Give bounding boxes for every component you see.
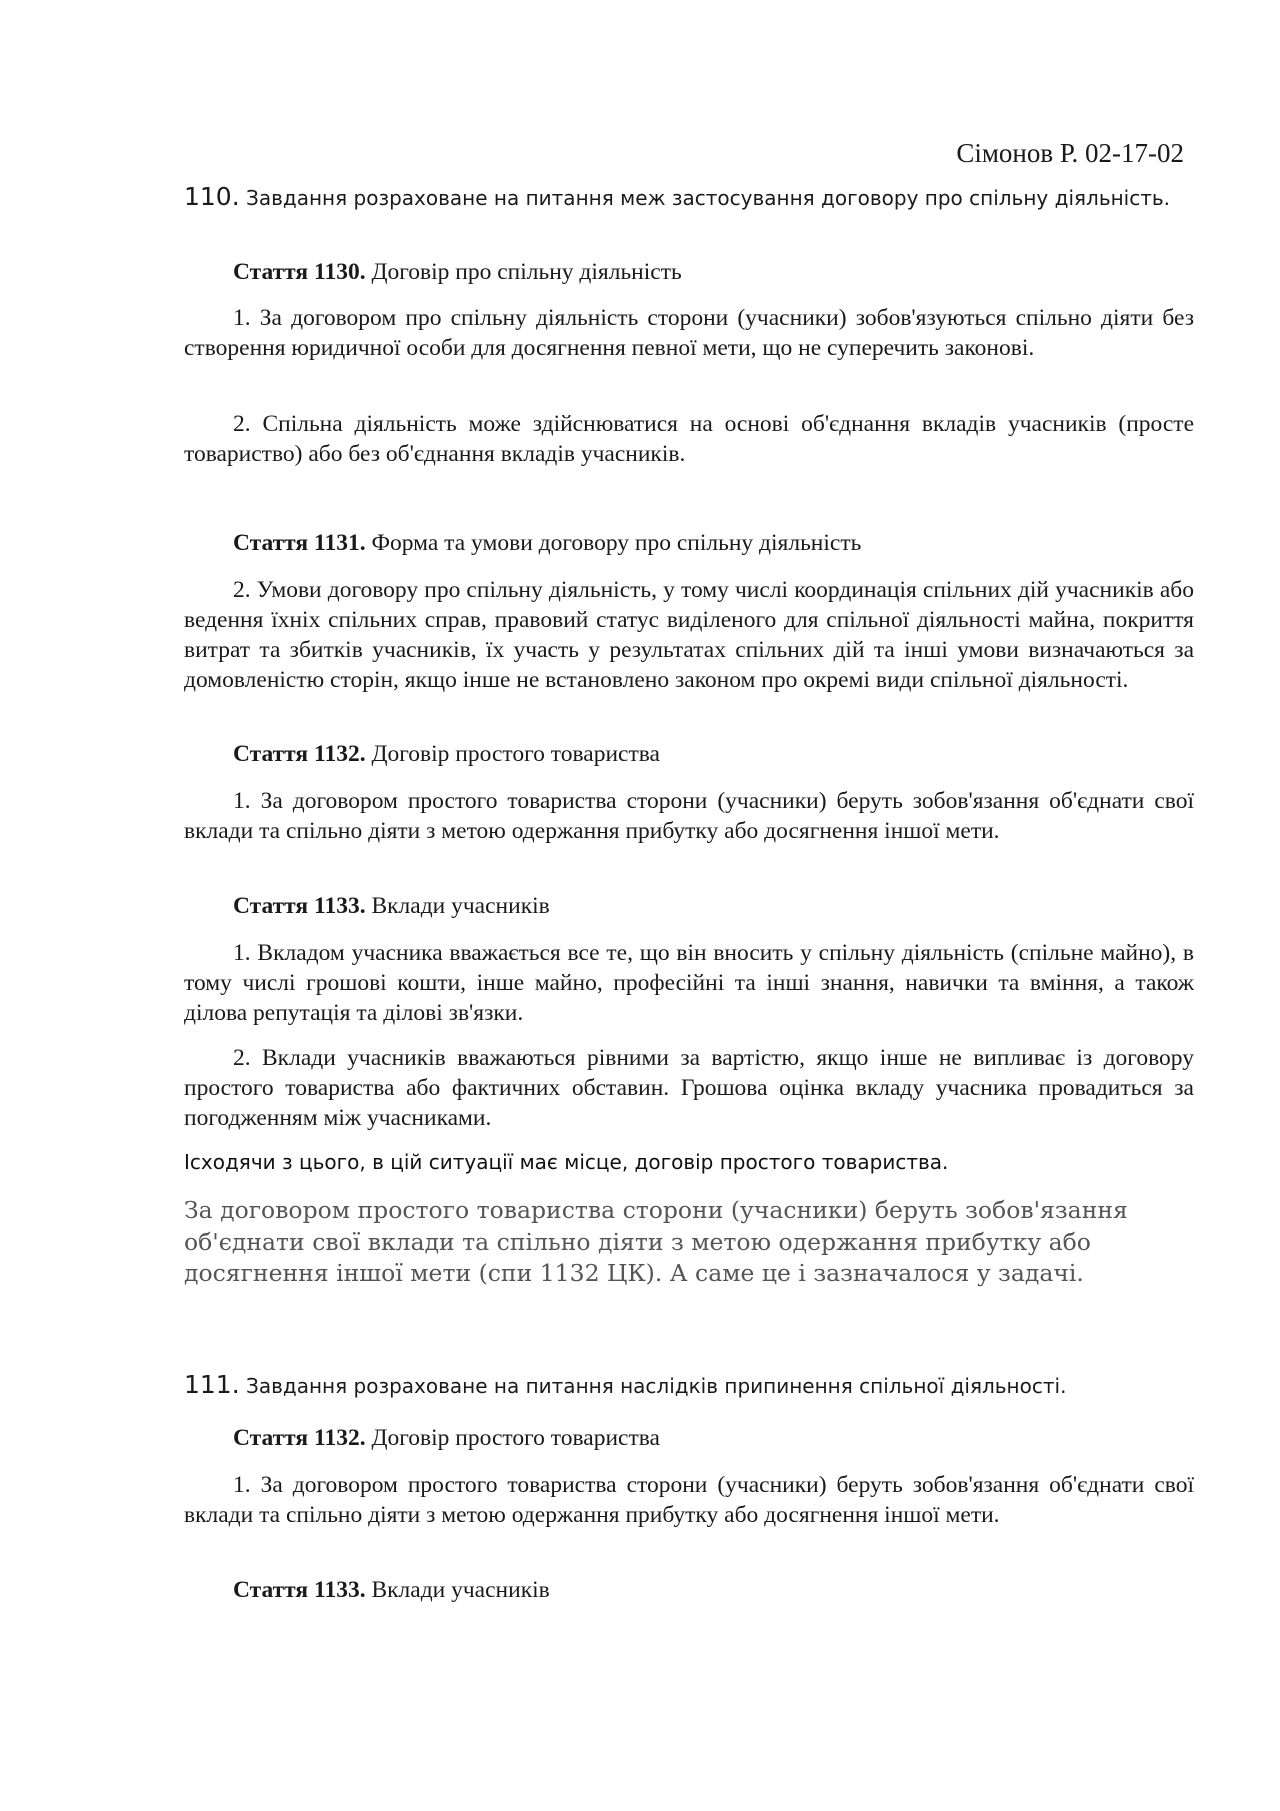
task-110-heading [184,182,1194,211]
article-1133-label: Стаття 1133. [233,893,366,919]
article-1132-heading [233,741,660,768]
author-signature: Сімонов Р. 02-17-02 [956,138,1184,168]
article-1133-heading [233,893,550,920]
article-1133-paragraph-2: 2. Вклади учасників вважаються рівними за вартістю, якщо інше не випливає із договору простого товариства або фактичних обставин. Грошова оцінка вкладу учасника провадиться за погодженням між учасниками. [184,1045,1194,1131]
task-111-article-1133-heading [233,1577,550,1604]
task-111-article-1133-title: Вклади учасників [371,1577,550,1603]
task-111-title: Завдання розраховане на питання наслідків припинення спільної діяльності. [246,1374,1067,1398]
article-1133-title: Вклади учасників [371,893,550,919]
task-111-number: 111. [184,1370,240,1399]
article-1132-paragraph-1: 1. За договором простого товариства сторони (учасники) беруть зобов'язання об'єднати свої вклади та спільно діяти з метою одержання прибутку або досягнення іншої мети. [184,788,1194,844]
task-111-article-1132-paragraph-1: 1. За договором простого товариства сторони (учасники) беруть зобов'язання об'єднати свої вклади та спільно діяти з метою одержання прибутку або досягнення іншої мети. [184,1472,1194,1528]
article-1132-title: Договір простого товариства [371,741,660,767]
task-110-quote: За договором простого товариства сторони (учасники) беруть зобов'язання об'єднати свої вклади та спільно діяти з метою одержання прибутку або досягнення іншої мети (спи 1132 ЦК). А саме це і зазначалося у задачі. [184,1196,1128,1287]
task-111-article-1132-title: Договір простого товариства [371,1425,660,1451]
article-1132-label: Стаття 1132. [233,741,366,767]
article-1131-title: Форма та умови договору про спільну діяльність [371,530,862,556]
article-1130-paragraph-1: 1. За договором про спільну діяльність сторони (учасники) зобов'язуються спільно діяти без створення юридичної особи для досягнення певної мети, що не суперечить законові. [184,305,1194,361]
article-1131-paragraph-2: 2. Умови договору про спільну діяльність, у тому числі координація спільних дій учасників або ведення їхніх спільних справ, правовий статус виділеного для спільної діяльності майна, покриття витрат та збитків учасників, їх участь у результатах спільних дій та інші умови визначаються за домовленістю сторін, якщо інше не встановлено законом про окремі види спільної діяльності. [184,577,1194,693]
task-110-conclusion: Ісходячи з цього, в цій ситуації має місце, договір простого товариства. [184,1150,949,1174]
article-1130-heading [233,259,682,286]
article-1130-label: Стаття 1130. [233,259,366,285]
article-1130-paragraph-2: 2. Спільна діяльність може здійснюватися на основі об'єднання вкладів учасників (просте товариство) або без об'єднання вкладів учасників. [184,411,1194,467]
task-111-article-1132-label: Стаття 1132. [233,1425,366,1451]
article-1130-title: Договір про спільну діяльність [371,259,682,285]
article-1131-label: Стаття 1131. [233,530,366,556]
task-111-article-1133-label: Стаття 1133. [233,1577,366,1603]
task-110-title: Завдання розраховане на питання меж застосування договору про спільну діяльність. [246,186,1171,210]
task-111-heading [184,1370,1194,1399]
article-1133-paragraph-1: 1. Вкладом учасника вважається все те, що він вносить у спільну діяльність (спільне майно), в тому числі грошові кошти, інше майно, професійні та інші знання, навички та вміння, а також ділова репутація та ділові зв'язки. [184,940,1194,1026]
task-111-article-1132-heading [233,1425,660,1452]
task-110-number: 110. [184,182,240,211]
article-1131-heading [233,530,861,557]
